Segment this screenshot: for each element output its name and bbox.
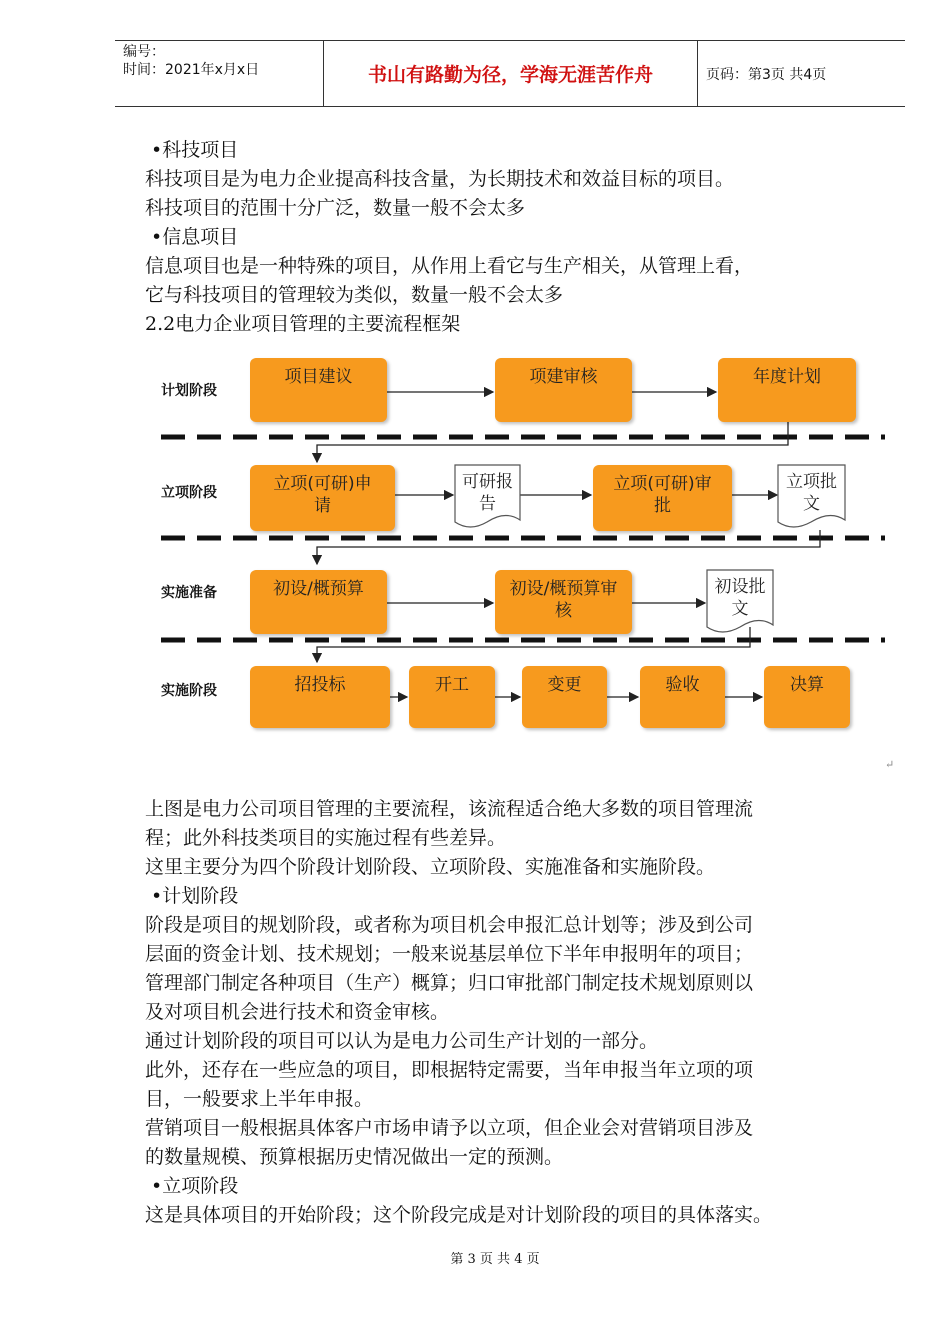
box-project-proposal: 项目建议 <box>250 358 387 422</box>
paragraph-line: 目，一般要求上半年申报。 <box>145 1088 374 1110</box>
section-heading: 2.2电力企业项目管理的主要流程框架 <box>145 313 461 335</box>
stage-label-prep: 实施准备 <box>161 585 217 601</box>
paragraph-return-icon: ↵ <box>885 758 895 771</box>
page-header <box>115 40 905 107</box>
box-design-budget-review: 初设/概预算审核 <box>495 570 632 634</box>
paragraph-line: 的数量规模、预算根据历史情况做出一定的预测。 <box>145 1146 564 1168</box>
doc-approval-document-text: 立项批文 <box>786 472 837 514</box>
document-time-label: 时间：2021年x月x日 <box>123 62 260 78</box>
paragraph-line: 通过计划阶段的项目可以认为是电力公司生产计划的一部分。 <box>145 1030 659 1052</box>
stage-label-implementation: 实施阶段 <box>161 683 217 699</box>
paragraph-line: 它与科技项目的管理较为类似，数量一般不会太多 <box>145 284 564 306</box>
paragraph-line: 及对项目机会进行技术和资金审核。 <box>145 1001 450 1023</box>
stage-label-approval: 立项阶段 <box>161 485 217 501</box>
paragraph-line: 管理部门制定各种项目（生产）概算；归口审批部门制定技术规划原则以 <box>145 972 754 994</box>
bullet-heading: •立项阶段 <box>151 1175 239 1197</box>
process-flow-diagram <box>155 350 895 770</box>
paragraph-line: 信息项目也是一种特殊的项目，从作用上看它与生产相关，从管理上看， <box>145 255 754 277</box>
box-proposal-review: 项建审核 <box>495 358 632 422</box>
paragraph-line: 营销项目一般根据具体客户市场申请予以立项，但企业会对营销项目涉及 <box>145 1117 754 1139</box>
box-final-accounts: 决算 <box>764 666 850 728</box>
header-motto: 书山有路勤为径，学海无涯苦作舟 <box>324 41 698 107</box>
paragraph-line: 科技项目是为电力企业提高科技含量，为长期技术和效益目标的项目。 <box>145 168 735 190</box>
paragraph-line: 阶段是项目的规划阶段，或者称为项目机会申报汇总计划等；涉及到公司 <box>145 914 754 936</box>
box-change: 变更 <box>522 666 607 728</box>
paragraph-line: 上图是电力公司项目管理的主要流程，该流程适合绝大多数的项目管理流 <box>145 798 754 820</box>
top-text-block <box>145 136 885 339</box>
box-approval-review: 立项(可研)审批 <box>593 465 732 531</box>
paragraph-line: 这是具体项目的开始阶段；这个阶段完成是对计划阶段的项目的具体落实。 <box>145 1204 773 1226</box>
paragraph-line: 这里主要分为四个阶段计划阶段、立项阶段、实施准备和实施阶段。 <box>145 856 716 878</box>
box-approval-application: 立项(可研)申请 <box>250 465 395 531</box>
paragraph-line: 程；此外科技类项目的实施过程有些差异。 <box>145 827 507 849</box>
box-bidding: 招投标 <box>250 666 390 728</box>
doc-design-approval <box>707 570 773 630</box>
doc-feasibility-report-text: 可研报告 <box>462 472 513 514</box>
bullet-heading: •计划阶段 <box>151 885 239 907</box>
doc-approval-document <box>778 465 845 525</box>
box-construction-start: 开工 <box>409 666 495 728</box>
header-page-info: 页码：第3页 共4页 <box>698 41 906 107</box>
bottom-text-block <box>145 795 885 1230</box>
document-number-label: 编号： <box>123 44 165 60</box>
page-footer: 第 3 页 共 4 页 <box>450 1252 540 1267</box>
header-left-cell <box>115 41 324 107</box>
paragraph-line: 科技项目的范围十分广泛，数量一般不会太多 <box>145 197 526 219</box>
doc-design-approval-text: 初设批文 <box>714 577 766 619</box>
bullet-heading: •信息项目 <box>151 226 239 248</box>
box-preliminary-design-budget: 初设/概预算 <box>250 570 387 634</box>
bullet-heading: •科技项目 <box>151 139 239 161</box>
paragraph-line: 此外，还存在一些应急的项目，即根据特定需要，当年申报当年立项的项 <box>145 1059 754 1081</box>
box-acceptance: 验收 <box>640 666 725 728</box>
doc-feasibility-report <box>455 465 520 525</box>
paragraph-line: 层面的资金计划、技术规划；一般来说基层单位下半年申报明年的项目； <box>145 943 754 965</box>
stage-label-plan: 计划阶段 <box>161 383 217 399</box>
box-annual-plan: 年度计划 <box>718 358 856 422</box>
